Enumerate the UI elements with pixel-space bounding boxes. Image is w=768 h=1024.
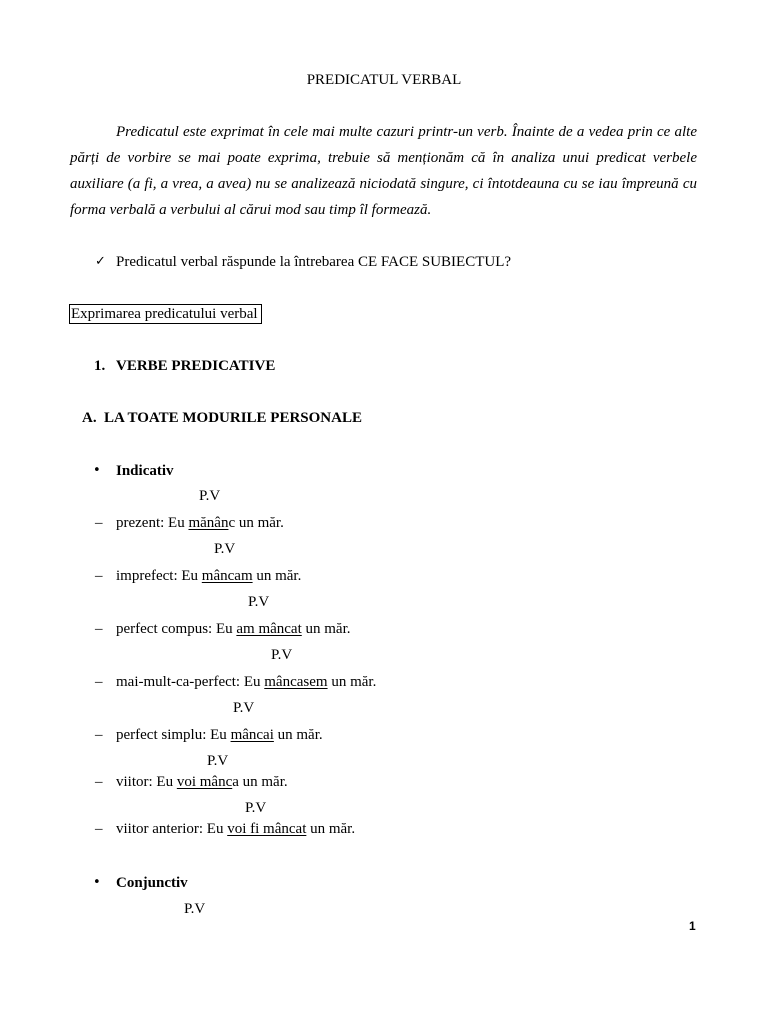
predicate-marker: P.V <box>207 753 229 769</box>
tense-example-suffix: un măr. <box>301 621 351 637</box>
section-title: VERBE PREDICATIVE <box>116 358 276 374</box>
tense-example-prefix: viitor: Eu <box>116 774 177 790</box>
boxed-heading: Exprimarea predicatului verbal <box>69 304 262 324</box>
checkmark-icon: ✓ <box>95 254 106 269</box>
dash-marker: – <box>95 821 103 837</box>
mood-heading: Indicativ <box>116 463 174 479</box>
predicate-marker: P.V <box>245 800 267 816</box>
tense-example <box>116 773 288 791</box>
tense-example-suffix: un măr. <box>273 727 323 743</box>
tense-example-prefix: imprefect: Eu <box>116 568 202 584</box>
intro-line: Predicatul este exprimat în cele mai multe cazuri printr-un verb. Înainte de a vedea prin ce alte <box>116 124 697 140</box>
page-title: PREDICATUL VERBAL <box>306 72 462 88</box>
verbal-predicate: mănân <box>188 515 229 531</box>
tense-example-prefix: perfect compus: Eu <box>116 621 237 637</box>
verbal-predicate: mâncam <box>201 568 253 584</box>
tense-example-suffix: un măr. <box>306 821 356 837</box>
mood-heading: Conjunctiv <box>116 875 188 891</box>
dash-marker: – <box>95 774 103 790</box>
predicate-marker: P.V <box>248 594 270 610</box>
tense-example <box>116 673 376 691</box>
tense-example-prefix: perfect simplu: Eu <box>116 727 231 743</box>
tense-example-prefix: viitor anterior: Eu <box>116 821 228 837</box>
tense-example <box>116 567 301 585</box>
verbal-predicate: voi fi mâncat <box>227 821 307 837</box>
tense-example-prefix: prezent: Eu <box>116 515 189 531</box>
dash-marker: – <box>95 568 103 584</box>
bullet-marker: • <box>93 463 101 478</box>
subsection-title: LA TOATE MODURILE PERSONALE <box>104 410 362 426</box>
intro-line: auxiliare (a fi, a vrea, a avea) nu se analizează niciodată singure, ci întotdeauna cu se iau împreună cu <box>70 176 697 192</box>
predicate-marker: P.V <box>199 488 221 504</box>
dash-marker: – <box>95 515 103 531</box>
predicate-marker: P.V <box>184 901 206 917</box>
verbal-predicate: voi mânc <box>176 774 233 790</box>
intro-line: părți de vorbire se mai poate exprima, trebuie să menționăm că în analiza unui predicat verbele <box>70 150 697 166</box>
dash-marker: – <box>95 727 103 743</box>
tense-example-suffix: c un măr. <box>228 515 284 531</box>
tense-example <box>116 620 351 638</box>
subsection-letter: A. <box>82 410 97 426</box>
tense-example <box>116 820 355 838</box>
tense-example-suffix: un măr. <box>327 674 377 690</box>
check-item-text: Predicatul verbal răspunde la întrebarea CE FACE SUBIECTUL? <box>116 254 512 270</box>
tense-example <box>116 514 284 532</box>
bullet-marker: • <box>93 875 101 890</box>
tense-example-suffix: un măr. <box>252 568 302 584</box>
intro-line: forma verbală a verbului al cărui mod sau timp îl formează. <box>70 202 432 218</box>
verbal-predicate: mâncasem <box>264 674 328 690</box>
tense-example-prefix: mai-mult-ca-perfect: Eu <box>116 674 265 690</box>
verbal-predicate: am mâncat <box>236 621 302 637</box>
tense-example-suffix: a un măr. <box>232 774 288 790</box>
predicate-marker: P.V <box>233 700 255 716</box>
tense-example <box>116 726 323 744</box>
dash-marker: – <box>95 674 103 690</box>
dash-marker: – <box>95 621 103 637</box>
page-number: 1 <box>689 919 696 933</box>
section-number: 1. <box>94 358 106 374</box>
verbal-predicate: mâncai <box>230 727 274 743</box>
predicate-marker: P.V <box>214 541 236 557</box>
predicate-marker: P.V <box>271 647 293 663</box>
